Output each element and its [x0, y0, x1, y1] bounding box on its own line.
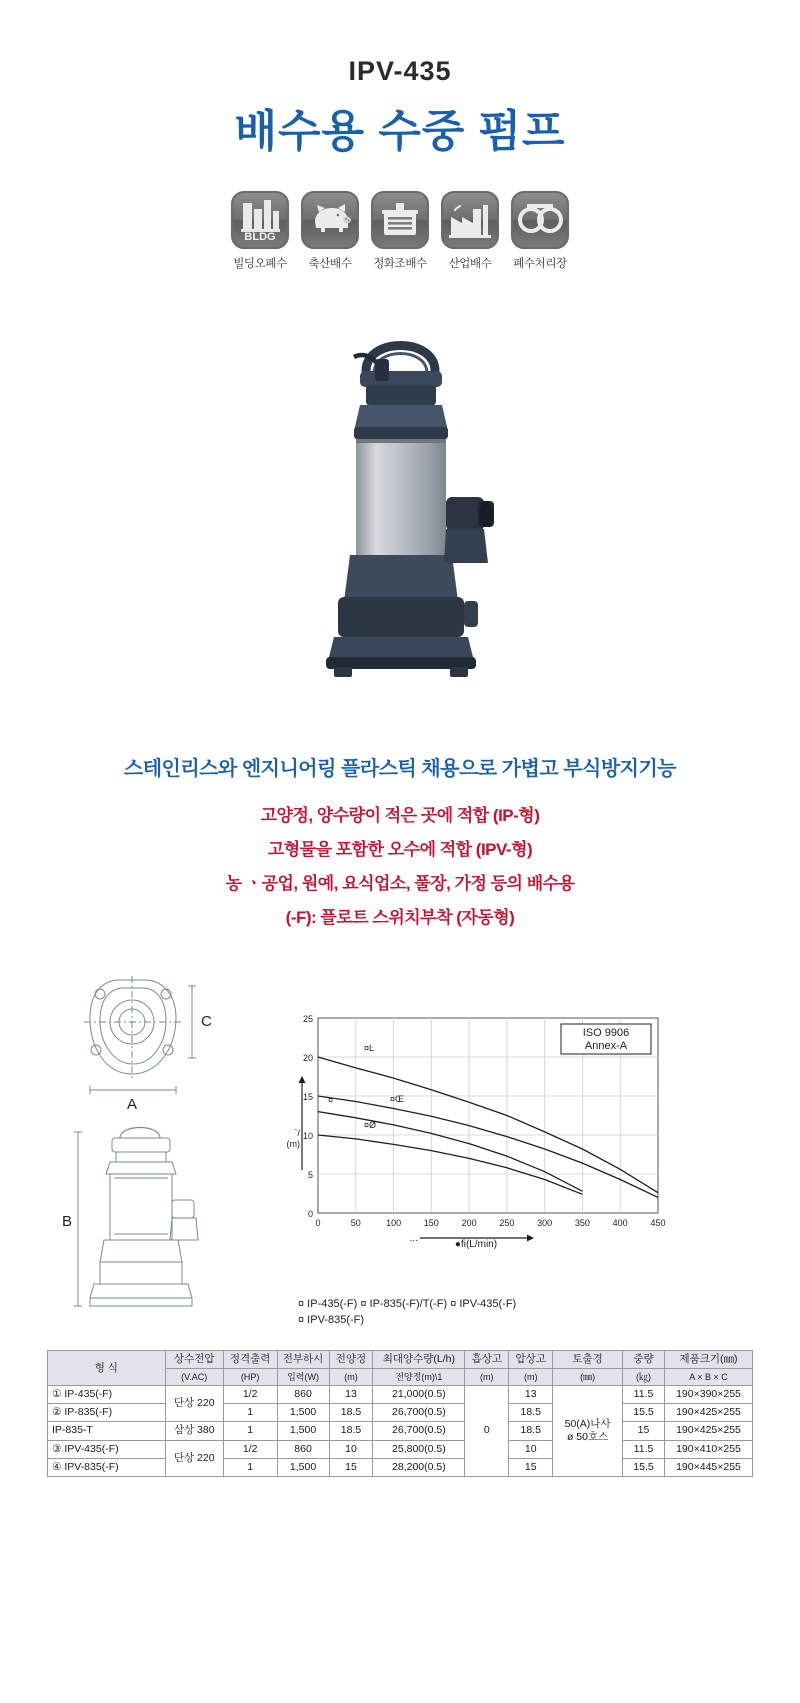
row-model: IPV-835(-F) — [64, 1460, 119, 1473]
row-weight: 11.5 — [623, 1440, 665, 1458]
svg-text:●fi(L/min): ●fi(L/min) — [454, 1239, 498, 1250]
page-header — [0, 0, 800, 159]
row-outlet-line2: ø 50호스 — [566, 1430, 609, 1443]
col-input: 전부하시 — [277, 1351, 329, 1369]
wastewater-plant-icon — [511, 191, 569, 249]
chart-legend — [280, 1297, 680, 1329]
row-size: 190×425×255 — [664, 1422, 752, 1440]
row-hp: 1 — [223, 1458, 277, 1476]
chart-inline-label-2: ¤ — [328, 1095, 334, 1105]
feature-line-3: 농 ㆍ공업, 원예, 요식업소, 풀장, 가정 등의 배수용 — [225, 874, 575, 893]
row-watt: 860 — [277, 1386, 329, 1404]
col-flow-sub: 전양정(m)\1 — [373, 1369, 465, 1386]
application-label: 폐수처리장 — [513, 258, 567, 270]
row-flow: 28,200(0.5) — [373, 1458, 465, 1476]
svg-text:25: 25 — [302, 1014, 313, 1024]
svg-text:ISO 9906: ISO 9906 — [582, 1027, 630, 1039]
table-row — [48, 1386, 753, 1404]
application-icon-row — [0, 191, 800, 271]
row-lift: 18.5 — [509, 1422, 553, 1440]
col-input-sub: 입력(W) — [277, 1369, 329, 1386]
row-no: ④ — [52, 1460, 62, 1473]
row-no: ① — [52, 1388, 62, 1401]
application-item-septic — [371, 191, 429, 271]
row-flow: 26,700(0.5) — [373, 1422, 465, 1440]
row-size: 190×425×255 — [664, 1404, 752, 1422]
svg-text:BLDG: BLDG — [244, 231, 276, 243]
row-lift: 10 — [509, 1440, 553, 1458]
row-size: 190×410×255 — [664, 1440, 752, 1458]
svg-text:200: 200 — [461, 1218, 477, 1228]
spec-table-header-row — [48, 1351, 753, 1369]
row-outlet-line1: 50(A)나사 — [564, 1417, 611, 1430]
row-watt: 1,500 — [277, 1458, 329, 1476]
feature-headline: 스테인리스와 엔지니어링 플라스틱 채용으로 가볍고 부식방지기능 — [123, 758, 677, 780]
col-power: 정격출력 — [223, 1351, 277, 1369]
row-flow: 26,700(0.5) — [373, 1404, 465, 1422]
legend-item-2: ¤ IP-835(-F)/T(-F) — [360, 1298, 448, 1310]
svg-text:300: 300 — [537, 1218, 553, 1228]
chart-inline-label-1: ¤Ŀ — [364, 1043, 375, 1053]
svg-text:50: 50 — [350, 1218, 361, 1228]
svg-text:0: 0 — [307, 1209, 313, 1219]
factory-icon — [441, 191, 499, 249]
svg-text:`/: `/ — [294, 1128, 300, 1138]
table-row — [48, 1440, 753, 1458]
legend-item-3: ¤ IPV-435(-F) — [450, 1298, 517, 1310]
page-title: 배수용 수중 펌프 — [234, 107, 566, 156]
col-outlet-sub: (㎜) — [553, 1369, 623, 1386]
col-weight: 중량 — [623, 1351, 665, 1369]
row-flow: 25,800(0.5) — [373, 1440, 465, 1458]
product-photo — [278, 301, 523, 726]
row-head: 15 — [329, 1458, 373, 1476]
col-voltage: 상수전압 — [165, 1351, 223, 1369]
svg-text:250: 250 — [499, 1218, 515, 1228]
row-model: IP-835-T — [52, 1424, 93, 1437]
application-label: 빌딩오폐수 — [233, 258, 287, 270]
row-hp: 1/2 — [223, 1386, 277, 1404]
col-voltage-sub: (V.AC) — [165, 1369, 223, 1386]
row-weight: 15.5 — [623, 1458, 665, 1476]
feature-line-1: 고양정, 양수량이 적은 곳에 적합 (IP-형) — [260, 806, 540, 825]
col-outlet: 토출경 — [553, 1351, 623, 1369]
row-model: IPV-435(-F) — [64, 1442, 119, 1455]
row-head: 13 — [329, 1386, 373, 1404]
svg-text:100: 100 — [386, 1218, 402, 1228]
table-row — [48, 1404, 753, 1422]
col-size-sub: A × B × C — [664, 1369, 752, 1386]
col-head: 전양정 — [329, 1351, 373, 1369]
row-size: 190×390×255 — [664, 1386, 752, 1404]
application-item-livestock — [301, 191, 359, 271]
row-weight: 11.5 — [623, 1386, 665, 1404]
row-outlet — [553, 1386, 623, 1477]
diagram-area — [0, 962, 800, 1332]
col-size: 제품크기(㎜) — [664, 1351, 752, 1369]
svg-text:20: 20 — [302, 1053, 313, 1063]
col-head-sub: (m) — [329, 1369, 373, 1386]
row-model: IP-435(-F) — [64, 1388, 113, 1401]
row-weight: 15.5 — [623, 1404, 665, 1422]
septic-tank-icon — [371, 191, 429, 249]
col-suction-sub: (m) — [465, 1369, 509, 1386]
feature-line-4: (-F): 플로트 스위치부착 (자동형) — [285, 908, 515, 927]
row-voltage: 단상 220 — [165, 1440, 223, 1476]
spec-table-wrap — [47, 1350, 753, 1477]
svg-text:400: 400 — [612, 1218, 628, 1228]
pig-icon — [301, 191, 359, 249]
svg-text:Annex-A: Annex-A — [584, 1040, 628, 1052]
application-item-industrial — [441, 191, 499, 271]
row-voltage: 삼상 380 — [165, 1422, 223, 1440]
row-head: 18.5 — [329, 1404, 373, 1422]
svg-text:450: 450 — [650, 1218, 666, 1228]
row-no: ③ — [52, 1442, 62, 1455]
row-hp: 1 — [223, 1422, 277, 1440]
dim-label-b: B — [62, 1213, 73, 1230]
table-row — [48, 1422, 753, 1440]
row-suction: 0 — [465, 1386, 509, 1477]
row-no: ② — [52, 1406, 62, 1419]
col-suction: 흡상고 — [465, 1351, 509, 1369]
svg-text:0: 0 — [315, 1218, 321, 1228]
svg-text:5: 5 — [307, 1170, 313, 1180]
legend-item-1: ¤ IP-435(-F) — [298, 1298, 358, 1310]
col-power-sub: (HP) — [223, 1369, 277, 1386]
building-icon — [231, 191, 289, 249]
row-lift: 13 — [509, 1386, 553, 1404]
row-head: 18.5 — [329, 1422, 373, 1440]
row-watt: 1,500 — [277, 1422, 329, 1440]
spec-table — [47, 1350, 753, 1477]
col-lift: 압상고 — [509, 1351, 553, 1369]
row-watt: 860 — [277, 1440, 329, 1458]
dim-label-c: C — [201, 1013, 212, 1030]
svg-text:(m): (m) — [286, 1139, 300, 1149]
col-flow: 최대양수량(L/h) — [373, 1351, 465, 1369]
application-label: 정화조배수 — [373, 258, 427, 270]
svg-text:150: 150 — [423, 1218, 439, 1228]
svg-text:...: ... — [409, 1233, 418, 1244]
row-head: 10 — [329, 1440, 373, 1458]
row-voltage: 단상 220 — [165, 1386, 223, 1422]
performance-chart — [280, 1010, 680, 1329]
row-hp: 1/2 — [223, 1440, 277, 1458]
svg-text:10: 10 — [302, 1131, 313, 1141]
table-row — [48, 1458, 753, 1476]
row-lift: 15 — [509, 1458, 553, 1476]
chart-inline-label-3: ¤Œ — [390, 1094, 405, 1104]
svg-text:350: 350 — [574, 1218, 590, 1228]
col-lift-sub: (m) — [509, 1369, 553, 1386]
row-model: IP-835(-F) — [64, 1406, 113, 1419]
row-flow: 21,000(0.5) — [373, 1386, 465, 1404]
application-label: 축산배수 — [308, 258, 352, 270]
row-weight: 15 — [623, 1422, 665, 1440]
application-item-building — [231, 191, 289, 271]
model-code: IPV-435 — [348, 56, 452, 86]
application-item-wastewater — [511, 191, 569, 271]
col-model: 형 식 — [48, 1351, 166, 1386]
row-size: 190×445×255 — [664, 1458, 752, 1476]
row-hp: 1 — [223, 1404, 277, 1422]
col-weight-sub: (㎏) — [623, 1369, 665, 1386]
features-section — [0, 752, 800, 928]
legend-item-4: ¤ IPV-835(-F) — [298, 1313, 365, 1326]
chart-inline-label-4: ¤Ø — [364, 1120, 377, 1130]
row-lift: 18.5 — [509, 1404, 553, 1422]
application-label: 산업배수 — [448, 258, 492, 270]
dimension-drawings — [60, 962, 270, 1327]
svg-text:15: 15 — [302, 1092, 313, 1102]
row-watt: 1,500 — [277, 1404, 329, 1422]
feature-line-2: 고형물을 포함한 오수에 적합 (IPV-형) — [267, 840, 533, 859]
dim-label-a: A — [127, 1096, 138, 1113]
